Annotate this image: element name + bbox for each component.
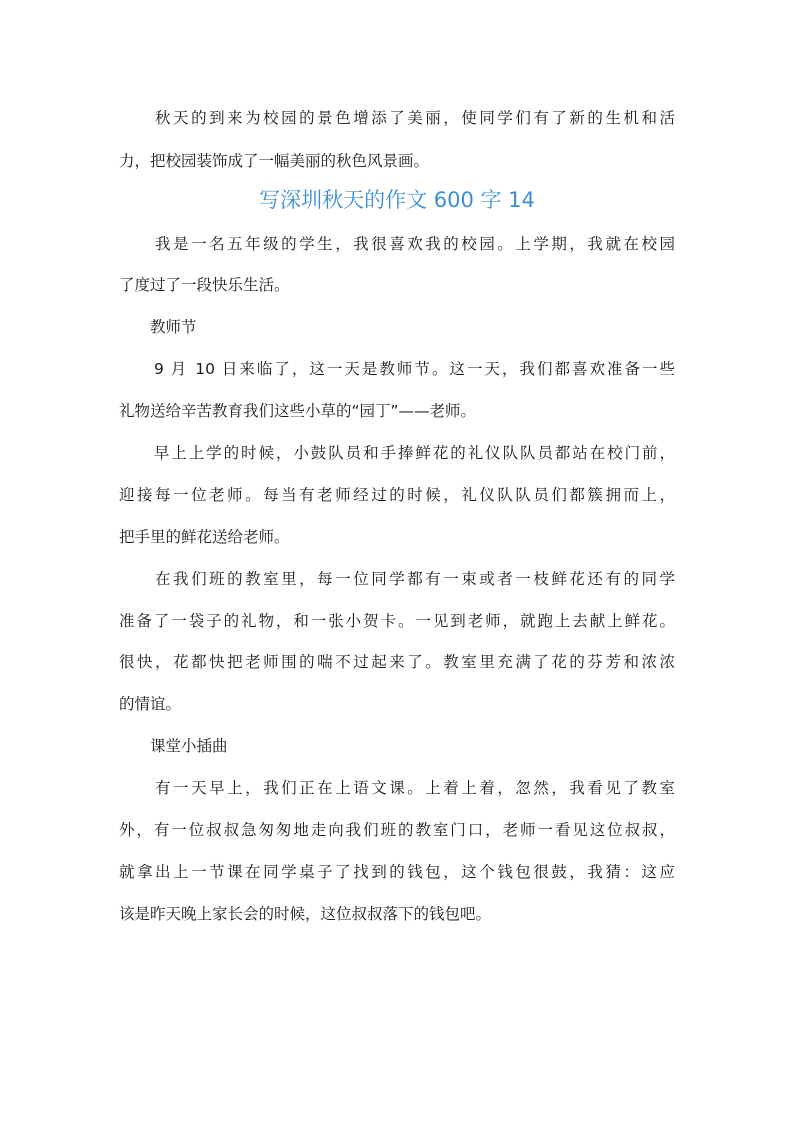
section-heading: 课堂小插曲 xyxy=(119,737,228,755)
paragraph-line: 该是昨天晚上家长会的时候，这位叔叔落下的钱包吧。 xyxy=(119,905,492,923)
document-heading: 写深圳秋天的作文 600 字 14 xyxy=(259,188,535,212)
paragraph-line: 有一天早上，我们正在上语文课。上着上着，忽然，我看见了教室 xyxy=(119,779,675,797)
paragraph-line: 了度过了一段快乐生活。 xyxy=(119,276,290,294)
paragraph-line: 准备了一袋子的礼物，和一张小贺卡。一见到老师，就跑上去献上鲜花。 xyxy=(119,612,675,630)
paragraph-line: 我是一名五年级的学生，我很喜欢我的校园。上学期，我就在校园 xyxy=(119,235,675,253)
paragraph-line: 外，有一位叔叔急匆匆地走向我们班的教室门口，老师一看见这位叔叔， xyxy=(119,821,675,839)
paragraph-line: 很快，花都快把老师围的喘不过起来了。教室里充满了花的芬芳和浓浓 xyxy=(119,653,675,671)
paragraph-line: 就拿出上一节课在同学桌子了找到的钱包，这个钱包很鼓，我猜：这应 xyxy=(119,863,675,881)
paragraph-line: 早上上学的时候，小鼓队员和手捧鲜花的礼仪队队员都站在校门前， xyxy=(119,444,675,462)
paragraph-line: 9 月 10 日来临了，这一天是教师节。这一天，我们都喜欢准备一些 xyxy=(119,360,675,378)
section-heading: 教师节 xyxy=(119,318,197,336)
paragraph-line: 的情谊。 xyxy=(119,695,182,713)
paragraph-line: 力，把校园装饰成了一幅美丽的秋色风景画。 xyxy=(119,152,430,170)
paragraph-line: 秋天的到来为校园的景色增添了美丽，使同学们有了新的生机和活 xyxy=(119,109,675,127)
paragraph-line: 礼物送给辛苦教育我们这些小草的“园丁”——老师。 xyxy=(119,402,477,420)
paragraph-line: 迎接每一位老师。每当有老师经过的时候，礼仪队队员们都簇拥而上， xyxy=(119,486,675,504)
paragraph-line: 在我们班的教室里，每一位同学都有一束或者一枝鲜花还有的同学 xyxy=(119,570,675,588)
paragraph-line: 把手里的鲜花送给老师。 xyxy=(119,528,290,546)
